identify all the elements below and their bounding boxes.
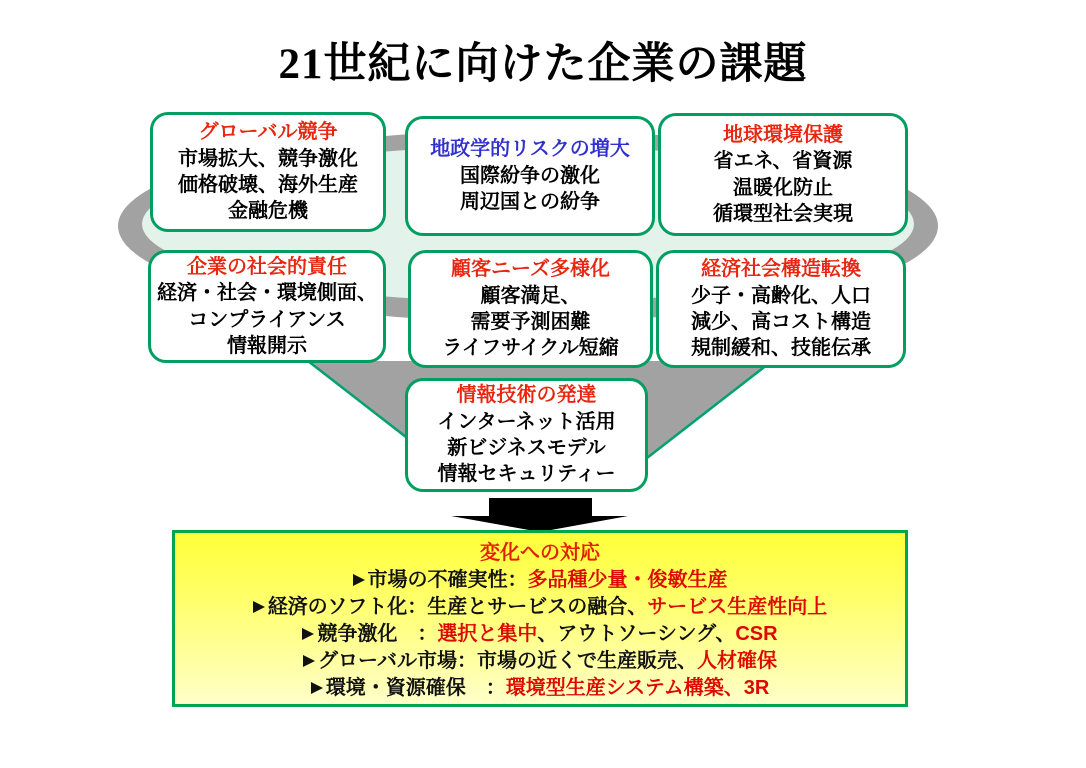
card-line: 循環型社会実現 [713, 202, 853, 225]
card-line: 情報開示 [227, 334, 307, 357]
action-text: 市場の不確実性： [367, 569, 528, 591]
card-title: 経済社会構造転換 [701, 258, 861, 281]
card-line: ライフサイクル短縮 [442, 337, 619, 360]
arrowhead-bullet-icon [303, 655, 315, 667]
action-item-environment-resources [175, 675, 905, 702]
card-title: グローバル競争 [198, 121, 338, 144]
action-text-highlight: サービス生産性向上 [647, 596, 828, 618]
card-line: 少子・高齢化、人口 [691, 284, 871, 307]
card-line: 金融危機 [228, 200, 308, 223]
card-line: コンプライアンス [188, 308, 346, 331]
arrowhead-bullet-icon [302, 628, 314, 640]
arrowhead-bullet-icon [353, 574, 365, 586]
action-text-highlight: 多品種少量・俊敏生産 [527, 569, 728, 591]
action-item-soft-economy [175, 594, 905, 621]
panel-title: 変化への対応 [480, 542, 600, 564]
action-text-highlight: CSR [735, 623, 778, 645]
card-line: 経済・社会・環境側面、 [157, 282, 377, 305]
card-line: 情報セキュリティー [437, 463, 616, 486]
card-line: インターネット活用 [437, 410, 616, 433]
action-text: 経済のソフト化：生産とサービスの融合、 [267, 596, 648, 618]
card-line: 省エネ、省資源 [713, 150, 853, 173]
card-title: 企業の社会的責任 [187, 255, 347, 278]
social-responsibility-card [148, 250, 386, 363]
environment-protection-card [658, 113, 908, 236]
action-text: グローバル市場：市場の近くで生産販売、 [318, 650, 697, 672]
action-text-highlight: 環境型生産システム構築、3R [505, 677, 770, 699]
card-title: 地政学的リスクの増大 [430, 138, 630, 161]
action-item-market-uncertainty [175, 567, 905, 594]
action-text-highlight: 選択と集中 [437, 623, 538, 645]
card-line: 市場拡大、競争激化 [178, 147, 358, 170]
card-line: 顧客満足、 [480, 284, 581, 307]
response-to-change-panel [172, 530, 908, 707]
arrowhead-bullet-icon [311, 682, 323, 694]
card-line: 国際紛争の激化 [460, 164, 600, 187]
card-line: 価格破壊、海外生産 [178, 174, 358, 196]
card-line: 新ビジネスモデル [447, 437, 606, 459]
action-item-competition [175, 621, 905, 648]
card-line: 需要予測困難 [470, 311, 591, 333]
arrowhead-bullet-icon [253, 601, 265, 613]
page-title: 21世紀に向けた企業の課題 [278, 41, 808, 88]
card-line: 規制緩和、技能伝承 [691, 337, 871, 360]
socioeconomic-shift-card [656, 250, 906, 368]
card-title: 地球環境保護 [723, 123, 843, 146]
geopolitical-risk-card [405, 116, 655, 236]
card-title: 情報技術の発達 [456, 384, 597, 407]
action-text-highlight: 人材確保 [697, 650, 777, 672]
action-text: 競争激化 ： [317, 623, 438, 645]
card-line: 減少、高コスト構造 [691, 311, 871, 333]
customer-needs-card [408, 250, 653, 368]
card-line: 周辺国との紛争 [460, 191, 600, 214]
action-text: 、アウトソーシング、 [537, 623, 736, 645]
global-competition-card [150, 112, 386, 232]
card-line: 温暖化防止 [733, 176, 833, 199]
action-item-global-market [175, 648, 905, 675]
action-text: 環境・資源確保 ： [325, 677, 506, 699]
card-title: 顧客ニーズ多様化 [451, 258, 610, 281]
information-technology-card [405, 378, 648, 492]
